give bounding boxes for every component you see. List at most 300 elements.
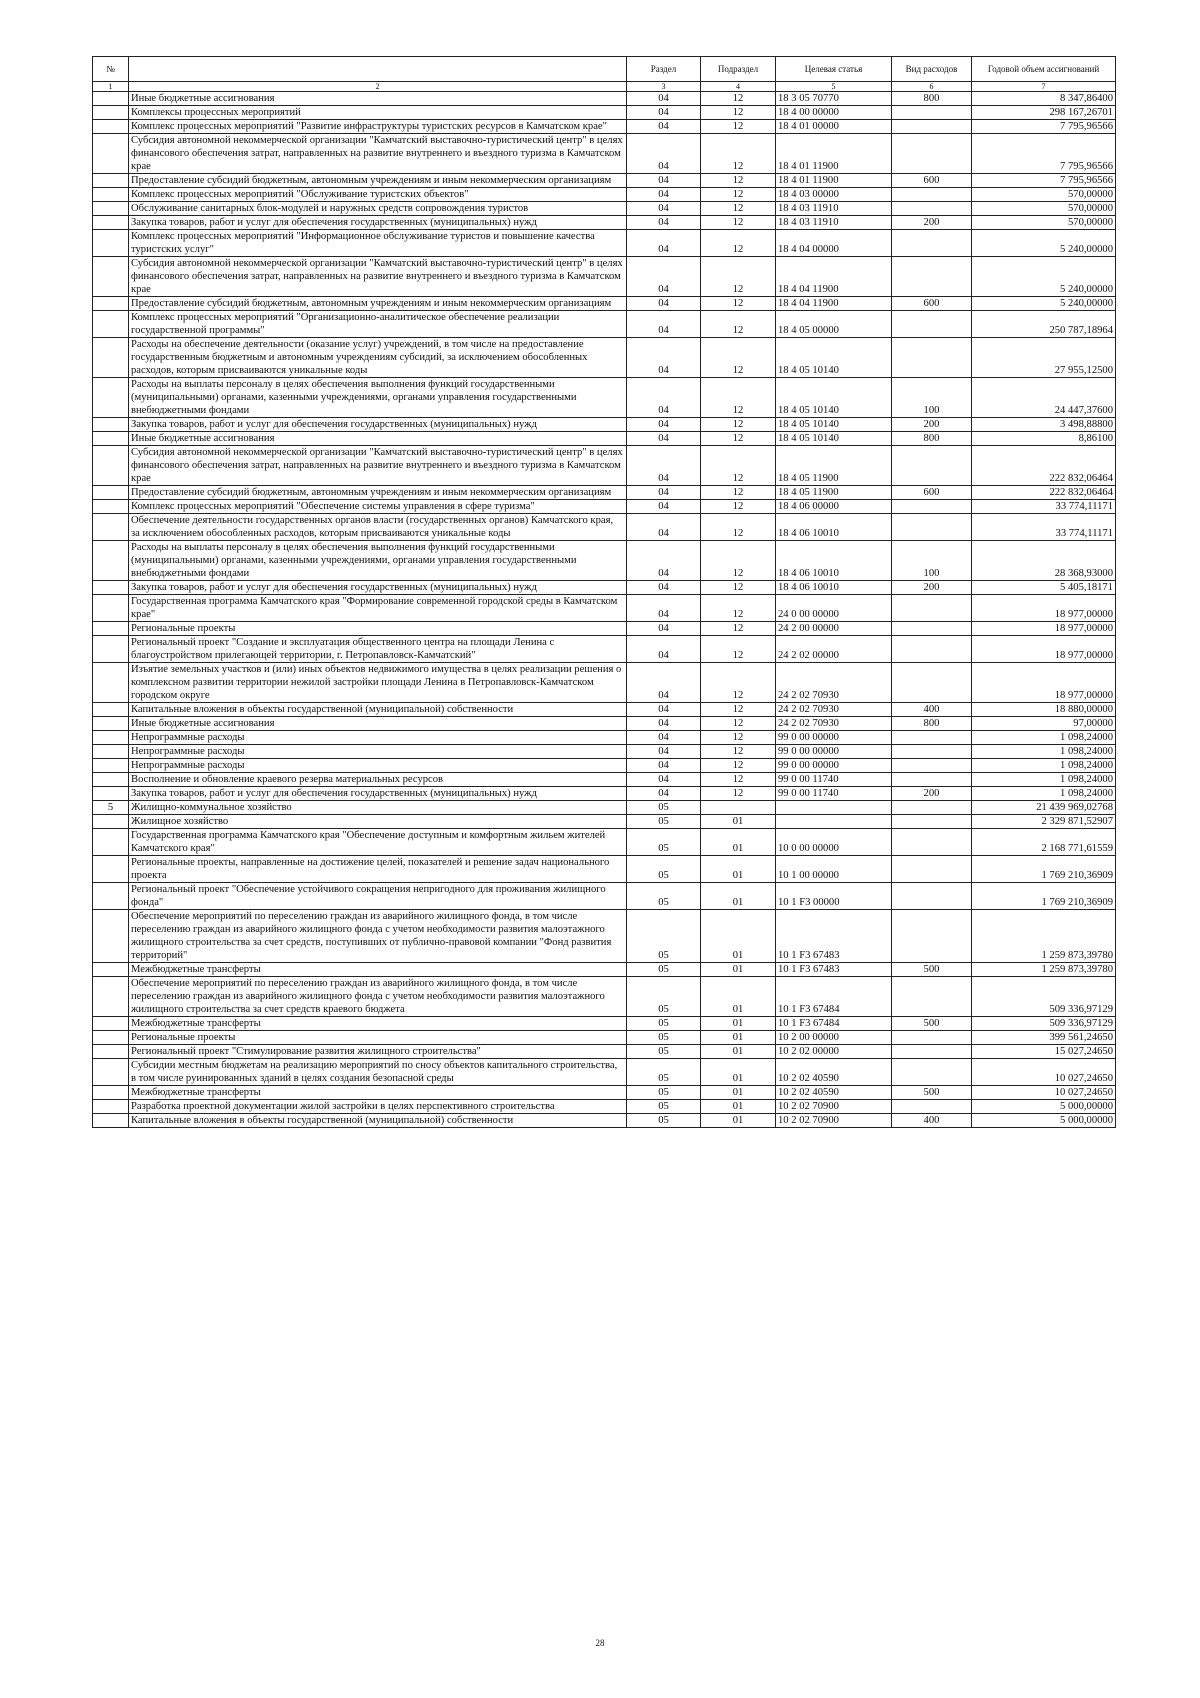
row-name: Иные бюджетные ассигнования <box>129 717 627 731</box>
row-expense-type: 600 <box>892 486 972 500</box>
row-target-code: 18 4 06 00000 <box>776 500 892 514</box>
row-name: Закупка товаров, работ и услуг для обеспечения государственных (муниципальных) нужд <box>129 418 627 432</box>
row-target-code: 18 4 01 11900 <box>776 174 892 188</box>
table-row <box>93 622 1116 636</box>
row-number <box>93 418 129 432</box>
row-subsection: 12 <box>701 595 776 622</box>
row-target-code: 10 1 00 00000 <box>776 856 892 883</box>
row-section: 04 <box>627 541 701 581</box>
row-subsection: 12 <box>701 418 776 432</box>
row-amount: 250 787,18964 <box>972 311 1116 338</box>
row-subsection: 12 <box>701 787 776 801</box>
row-amount: 1 259 873,39780 <box>972 963 1116 977</box>
header-subsection: Подраздел <box>701 57 776 82</box>
row-expense-type <box>892 663 972 703</box>
row-name: Обеспечение мероприятий по переселению граждан из аварийного жилищного фонда, в том числе переселению граждан из аварийного жилищного фонда с учетом необходимости развития малоэтажного жилищного строительства за счет средств, поступивших от публично-правовой компании "Фонд развития территорий" <box>129 910 627 963</box>
table-row <box>93 311 1116 338</box>
table-row <box>93 257 1116 297</box>
row-target-code: 18 4 05 10140 <box>776 338 892 378</box>
row-name: Обеспечение деятельности государственных органов власти (государственных органов) Камчатского края, за исключением обособленных расходов, которым присваиваются уникальные коды <box>129 514 627 541</box>
row-section: 05 <box>627 963 701 977</box>
row-section: 04 <box>627 717 701 731</box>
row-amount: 5 240,00000 <box>972 297 1116 311</box>
row-target-code: 10 1 F3 67484 <box>776 1017 892 1031</box>
row-expense-type <box>892 514 972 541</box>
row-section: 04 <box>627 432 701 446</box>
table-row <box>93 595 1116 622</box>
row-target-code: 24 0 00 00000 <box>776 595 892 622</box>
row-section: 04 <box>627 216 701 230</box>
row-name: Комплекс процессных мероприятий "Информационное обслуживание туристов и повышение качества туристских услуг" <box>129 230 627 257</box>
row-name: Расходы на выплаты персоналу в целях обеспечения выполнения функций государственными (муниципальными) органами, казенными учреждениями, органами управления государственными внебюджетными фондами <box>129 378 627 418</box>
table-row <box>93 856 1116 883</box>
row-target-code: 18 4 01 11900 <box>776 134 892 174</box>
table-row <box>93 717 1116 731</box>
row-expense-type <box>892 815 972 829</box>
row-target-code: 18 4 04 00000 <box>776 230 892 257</box>
row-section: 05 <box>627 856 701 883</box>
row-amount: 5 405,18171 <box>972 581 1116 595</box>
row-amount: 8,86100 <box>972 432 1116 446</box>
row-number <box>93 120 129 134</box>
row-amount: 1 098,24000 <box>972 773 1116 787</box>
table-row <box>93 418 1116 432</box>
row-number <box>93 745 129 759</box>
row-name: Обслуживание санитарных блок-модулей и наружных средств сопровождения туристов <box>129 202 627 216</box>
table-row <box>93 1031 1116 1045</box>
row-name: Региональный проект "Стимулирование развития жилищного строительства" <box>129 1045 627 1059</box>
row-amount: 18 880,00000 <box>972 703 1116 717</box>
row-amount: 18 977,00000 <box>972 636 1116 663</box>
row-expense-type: 200 <box>892 418 972 432</box>
row-target-code: 24 2 00 00000 <box>776 622 892 636</box>
row-section: 05 <box>627 1100 701 1114</box>
row-target-code: 18 4 03 11910 <box>776 202 892 216</box>
row-subsection: 12 <box>701 663 776 703</box>
row-target-code: 10 2 02 40590 <box>776 1086 892 1100</box>
row-target-code: 99 0 00 00000 <box>776 759 892 773</box>
row-amount: 33 774,11171 <box>972 514 1116 541</box>
row-expense-type <box>892 595 972 622</box>
row-section: 04 <box>627 106 701 120</box>
row-target-code: 18 4 05 10140 <box>776 418 892 432</box>
row-amount: 10 027,24650 <box>972 1059 1116 1086</box>
row-number <box>93 514 129 541</box>
row-number: 5 <box>93 801 129 815</box>
row-expense-type <box>892 622 972 636</box>
row-name: Расходы на обеспечение деятельности (оказание услуг) учреждений, в том числе на предоставление государственным бюджетным и автономным учреждениям субсидий, за исключением обособленных расходов, которым присваиваются уникальные коды <box>129 338 627 378</box>
row-name: Предоставление субсидий бюджетным, автономным учреждениям и иным некоммерческим организациям <box>129 486 627 500</box>
row-target-code: 18 4 04 11900 <box>776 257 892 297</box>
table-row <box>93 581 1116 595</box>
row-number <box>93 1017 129 1031</box>
row-subsection: 12 <box>701 703 776 717</box>
header-no: № <box>93 57 129 82</box>
row-expense-type: 200 <box>892 216 972 230</box>
header-number: 6 <box>892 82 972 92</box>
row-number <box>93 257 129 297</box>
row-subsection: 01 <box>701 1031 776 1045</box>
table-row <box>93 541 1116 581</box>
row-name: Субсидия автономной некоммерческой организации "Камчатский выставочно-туристический центр" в целях финансового обеспечения затрат, направленных на развитие внутреннего и въездного туризма в Камчатском крае <box>129 446 627 486</box>
row-expense-type: 600 <box>892 297 972 311</box>
header-number: 4 <box>701 82 776 92</box>
row-number <box>93 815 129 829</box>
row-target-code: 18 4 03 11910 <box>776 216 892 230</box>
row-subsection: 12 <box>701 338 776 378</box>
row-target-code: 10 2 02 40590 <box>776 1059 892 1086</box>
row-amount: 18 977,00000 <box>972 663 1116 703</box>
row-section: 04 <box>627 338 701 378</box>
row-expense-type <box>892 636 972 663</box>
row-name: Закупка товаров, работ и услуг для обеспечения государственных (муниципальных) нужд <box>129 216 627 230</box>
table-row <box>93 202 1116 216</box>
row-amount: 7 795,96566 <box>972 134 1116 174</box>
row-target-code: 99 0 00 11740 <box>776 773 892 787</box>
header-annual: Годовой объем ассигнований <box>972 57 1116 82</box>
table-row <box>93 1059 1116 1086</box>
row-name: Государственная программа Камчатского края "Обеспечение доступным и комфортным жильем жителей Камчатского края" <box>129 829 627 856</box>
header-target: Целевая статья <box>776 57 892 82</box>
row-target-code: 18 4 01 00000 <box>776 120 892 134</box>
row-expense-type: 800 <box>892 432 972 446</box>
row-subsection <box>701 801 776 815</box>
row-section: 04 <box>627 787 701 801</box>
row-expense-type <box>892 106 972 120</box>
table-row <box>93 963 1116 977</box>
row-section: 04 <box>627 486 701 500</box>
row-amount: 1 769 210,36909 <box>972 883 1116 910</box>
table-row <box>93 188 1116 202</box>
row-name: Жилищное хозяйство <box>129 815 627 829</box>
row-section: 04 <box>627 92 701 106</box>
row-expense-type <box>892 759 972 773</box>
table-row <box>93 174 1116 188</box>
row-target-code: 10 2 02 70900 <box>776 1114 892 1128</box>
header-expense-type: Вид расходов <box>892 57 972 82</box>
row-name: Предоставление субсидий бюджетным, автономным учреждениям и иным некоммерческим организациям <box>129 297 627 311</box>
row-section: 04 <box>627 581 701 595</box>
row-subsection: 01 <box>701 1017 776 1031</box>
row-target-code: 18 4 03 00000 <box>776 188 892 202</box>
table-row <box>93 910 1116 963</box>
row-target-code: 24 2 02 00000 <box>776 636 892 663</box>
row-section: 04 <box>627 514 701 541</box>
row-name: Межбюджетные трансферты <box>129 1086 627 1100</box>
table-row <box>93 486 1116 500</box>
table-body <box>93 92 1116 1128</box>
row-number <box>93 829 129 856</box>
row-amount: 18 977,00000 <box>972 622 1116 636</box>
row-name: Региональные проекты <box>129 1031 627 1045</box>
row-name: Региональный проект "Обеспечение устойчивого сокращения непригодного для проживания жилищного фонда" <box>129 883 627 910</box>
row-expense-type <box>892 257 972 297</box>
row-section: 05 <box>627 1059 701 1086</box>
table-row <box>93 106 1116 120</box>
row-subsection: 12 <box>701 486 776 500</box>
row-expense-type <box>892 910 972 963</box>
header-name <box>129 57 627 82</box>
row-expense-type <box>892 1031 972 1045</box>
row-section: 04 <box>627 773 701 787</box>
row-target-code <box>776 801 892 815</box>
row-section: 04 <box>627 636 701 663</box>
row-amount: 298 167,26701 <box>972 106 1116 120</box>
row-subsection: 12 <box>701 500 776 514</box>
row-section: 04 <box>627 500 701 514</box>
row-section: 05 <box>627 815 701 829</box>
row-section: 05 <box>627 883 701 910</box>
table-row <box>93 1045 1116 1059</box>
row-section: 05 <box>627 1031 701 1045</box>
row-expense-type <box>892 230 972 257</box>
row-name: Субсидия автономной некоммерческой организации "Камчатский выставочно-туристический центр" в целях финансового обеспечения затрат, направленных на развитие внутреннего и въездного туризма в Камчатском крае <box>129 257 627 297</box>
table-row <box>93 1114 1116 1128</box>
row-subsection: 12 <box>701 311 776 338</box>
row-subsection: 12 <box>701 636 776 663</box>
row-name: Региональные проекты, направленные на достижение целей, показателей и решение задач национального проекта <box>129 856 627 883</box>
row-number <box>93 910 129 963</box>
row-section: 04 <box>627 174 701 188</box>
row-section: 04 <box>627 745 701 759</box>
table-row <box>93 759 1116 773</box>
row-number <box>93 636 129 663</box>
row-number <box>93 1086 129 1100</box>
table-row <box>93 378 1116 418</box>
row-name: Капитальные вложения в объекты государственной (муниципальной) собственности <box>129 1114 627 1128</box>
row-amount: 1 769 210,36909 <box>972 856 1116 883</box>
row-target-code: 18 4 06 10010 <box>776 541 892 581</box>
row-amount: 1 098,24000 <box>972 731 1116 745</box>
row-amount: 570,00000 <box>972 216 1116 230</box>
row-number <box>93 1100 129 1114</box>
row-expense-type <box>892 446 972 486</box>
row-subsection: 12 <box>701 759 776 773</box>
row-target-code: 24 2 02 70930 <box>776 717 892 731</box>
row-expense-type <box>892 1100 972 1114</box>
table-row <box>93 230 1116 257</box>
table-row <box>93 1086 1116 1100</box>
table-row <box>93 787 1116 801</box>
row-section: 05 <box>627 910 701 963</box>
row-amount: 1 098,24000 <box>972 787 1116 801</box>
table-row <box>93 731 1116 745</box>
row-subsection: 01 <box>701 1045 776 1059</box>
row-subsection: 12 <box>701 297 776 311</box>
row-amount: 1 098,24000 <box>972 759 1116 773</box>
row-amount: 5 000,00000 <box>972 1114 1116 1128</box>
row-expense-type <box>892 338 972 378</box>
row-target-code: 10 1 F3 67484 <box>776 977 892 1017</box>
row-expense-type <box>892 745 972 759</box>
row-expense-type <box>892 856 972 883</box>
row-target-code: 18 4 06 10010 <box>776 514 892 541</box>
row-target-code: 18 4 05 00000 <box>776 311 892 338</box>
row-amount: 1 098,24000 <box>972 745 1116 759</box>
row-subsection: 01 <box>701 910 776 963</box>
row-number <box>93 663 129 703</box>
table-row <box>93 883 1116 910</box>
row-name: Изъятие земельных участков и (или) иных объектов недвижимого имущества в целях реализации решения о комплексном развитии территории нежилой застройки площади Ленина в Петропавловск-Камчатском городском округе <box>129 663 627 703</box>
table-row <box>93 338 1116 378</box>
row-amount: 570,00000 <box>972 188 1116 202</box>
row-amount: 2 168 771,61559 <box>972 829 1116 856</box>
row-section: 04 <box>627 595 701 622</box>
row-target-code <box>776 815 892 829</box>
row-subsection: 01 <box>701 815 776 829</box>
row-name: Капитальные вложения в объекты государственной (муниципальной) собственности <box>129 703 627 717</box>
row-amount: 5 240,00000 <box>972 230 1116 257</box>
row-section: 05 <box>627 1086 701 1100</box>
row-amount: 18 977,00000 <box>972 595 1116 622</box>
row-number <box>93 230 129 257</box>
row-number <box>93 581 129 595</box>
row-expense-type: 800 <box>892 92 972 106</box>
table-row <box>93 120 1116 134</box>
row-subsection: 12 <box>701 581 776 595</box>
row-name: Непрограммные расходы <box>129 759 627 773</box>
row-subsection: 12 <box>701 717 776 731</box>
table-row <box>93 703 1116 717</box>
row-number <box>93 311 129 338</box>
header-number: 3 <box>627 82 701 92</box>
row-name: Иные бюджетные ассигнования <box>129 432 627 446</box>
table-row <box>93 663 1116 703</box>
row-target-code: 10 1 F3 00000 <box>776 883 892 910</box>
table-row <box>93 216 1116 230</box>
row-target-code: 18 4 06 10010 <box>776 581 892 595</box>
table-row <box>93 134 1116 174</box>
row-subsection: 12 <box>701 514 776 541</box>
row-expense-type: 600 <box>892 174 972 188</box>
row-amount: 28 368,93000 <box>972 541 1116 581</box>
row-number <box>93 134 129 174</box>
row-name: Предоставление субсидий бюджетным, автономным учреждениям и иным некоммерческим организациям <box>129 174 627 188</box>
row-number <box>93 856 129 883</box>
row-number <box>93 500 129 514</box>
row-expense-type <box>892 500 972 514</box>
row-section: 05 <box>627 977 701 1017</box>
table-row <box>93 1100 1116 1114</box>
row-number <box>93 432 129 446</box>
row-amount: 33 774,11171 <box>972 500 1116 514</box>
row-expense-type <box>892 829 972 856</box>
row-number <box>93 759 129 773</box>
row-section: 04 <box>627 311 701 338</box>
row-section: 04 <box>627 202 701 216</box>
table-row <box>93 801 1116 815</box>
row-section: 04 <box>627 703 701 717</box>
row-target-code: 18 3 05 70770 <box>776 92 892 106</box>
header-section: Раздел <box>627 57 701 82</box>
table-header <box>93 57 1116 92</box>
row-section: 04 <box>627 418 701 432</box>
header-number: 1 <box>93 82 129 92</box>
header-row <box>93 57 1116 82</box>
header-number: 5 <box>776 82 892 92</box>
row-amount: 7 795,96566 <box>972 120 1116 134</box>
row-name: Непрограммные расходы <box>129 731 627 745</box>
row-expense-type <box>892 1045 972 1059</box>
row-amount: 7 795,96566 <box>972 174 1116 188</box>
row-subsection: 01 <box>701 1086 776 1100</box>
budget-table <box>92 56 1116 1128</box>
row-name: Расходы на выплаты персоналу в целях обеспечения выполнения функций государственными (муниципальными) органами, казенными учреждениями, органами управления государственными внебюджетными фондами <box>129 541 627 581</box>
row-number <box>93 297 129 311</box>
budget-sheet <box>92 56 1115 1128</box>
row-amount: 21 439 969,02768 <box>972 801 1116 815</box>
row-name: Межбюджетные трансферты <box>129 963 627 977</box>
table-row <box>93 773 1116 787</box>
row-expense-type <box>892 311 972 338</box>
row-number <box>93 977 129 1017</box>
row-target-code: 24 2 02 70930 <box>776 663 892 703</box>
row-name: Комплекс процессных мероприятий "Организационно-аналитическое обеспечение реализации государственной программы" <box>129 311 627 338</box>
row-section: 05 <box>627 1045 701 1059</box>
row-subsection: 12 <box>701 745 776 759</box>
row-target-code: 18 4 05 10140 <box>776 432 892 446</box>
row-name: Обеспечение мероприятий по переселению граждан из аварийного жилищного фонда, в том числе переселению граждан из аварийного жилищного фонда с учетом необходимости развития малоэтажного жилищного строительства за счет средств краевого бюджета <box>129 977 627 1017</box>
header-number: 7 <box>972 82 1116 92</box>
row-number <box>93 1059 129 1086</box>
row-number <box>93 541 129 581</box>
row-expense-type <box>892 188 972 202</box>
row-target-code: 99 0 00 11740 <box>776 787 892 801</box>
row-amount: 509 336,97129 <box>972 977 1116 1017</box>
row-target-code: 18 4 05 10140 <box>776 378 892 418</box>
row-number <box>93 338 129 378</box>
row-subsection: 01 <box>701 1100 776 1114</box>
row-target-code: 18 4 04 11900 <box>776 297 892 311</box>
row-subsection: 01 <box>701 856 776 883</box>
table-row <box>93 636 1116 663</box>
row-number <box>93 174 129 188</box>
row-section: 05 <box>627 1114 701 1128</box>
row-subsection: 01 <box>701 1114 776 1128</box>
row-amount: 15 027,24650 <box>972 1045 1116 1059</box>
row-subsection: 12 <box>701 446 776 486</box>
row-number <box>93 106 129 120</box>
row-amount: 5 240,00000 <box>972 257 1116 297</box>
row-name: Жилищно-коммунальное хозяйство <box>129 801 627 815</box>
row-subsection: 01 <box>701 829 776 856</box>
row-number <box>93 446 129 486</box>
row-name: Комплекс процессных мероприятий "Обеспечение системы управления в сфере туризма" <box>129 500 627 514</box>
row-subsection: 12 <box>701 174 776 188</box>
row-number <box>93 92 129 106</box>
row-subsection: 12 <box>701 257 776 297</box>
header-number: 2 <box>129 82 627 92</box>
row-amount: 10 027,24650 <box>972 1086 1116 1100</box>
row-amount: 24 447,37600 <box>972 378 1116 418</box>
table-row <box>93 514 1116 541</box>
row-name: Комплекс процессных мероприятий "Обслуживание туристских объектов" <box>129 188 627 202</box>
row-subsection: 12 <box>701 106 776 120</box>
row-name: Закупка товаров, работ и услуг для обеспечения государственных (муниципальных) нужд <box>129 581 627 595</box>
table-row <box>93 1017 1116 1031</box>
row-expense-type: 200 <box>892 581 972 595</box>
row-amount: 27 955,12500 <box>972 338 1116 378</box>
row-section: 04 <box>627 759 701 773</box>
row-expense-type: 500 <box>892 1017 972 1031</box>
row-target-code: 10 1 F3 67483 <box>776 963 892 977</box>
row-section: 04 <box>627 663 701 703</box>
table-row <box>93 92 1116 106</box>
row-subsection: 12 <box>701 92 776 106</box>
row-section: 04 <box>627 134 701 174</box>
row-number <box>93 1045 129 1059</box>
row-target-code: 18 4 05 11900 <box>776 446 892 486</box>
